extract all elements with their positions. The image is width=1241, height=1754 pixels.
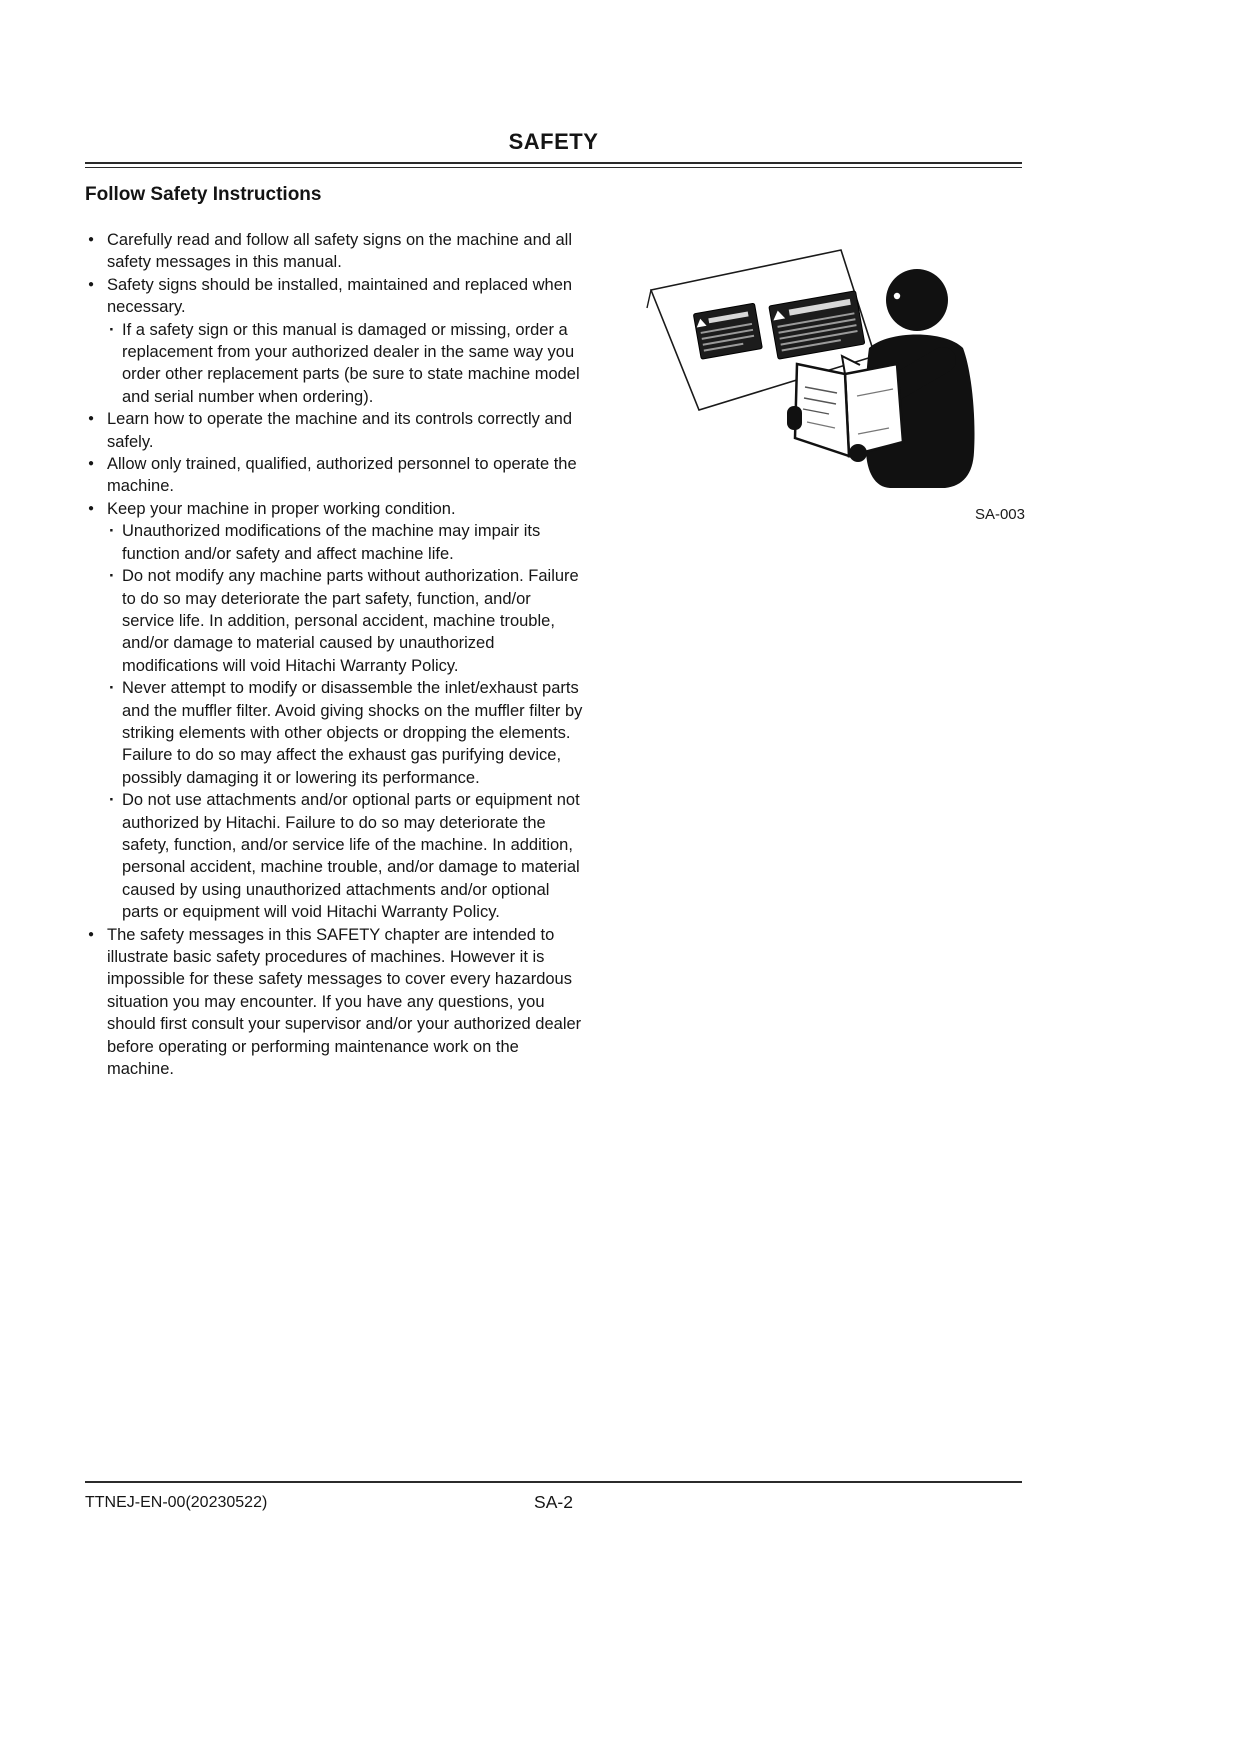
- page-title: SAFETY: [508, 129, 599, 154]
- sub-bullet-icon: ·: [109, 790, 115, 810]
- sub-list-item-text: Never attempt to modify or disassemble the inlet/exhaust parts and the muffler filter. Avoid giving shocks on the muffler filter by striking elements with other objects or dropping the elements. Failure to do so may affect the exhaust gas purifying device, possibly damaging it or lowering its performance.: [122, 679, 583, 787]
- bullet-icon: ●: [88, 278, 95, 290]
- sub-list-item-text: If a safety sign or this manual is damaged or missing, order a replacement from your authorized dealer in the same way you order other replacement parts (be sure to state machine model and serial number when ordering).: [122, 320, 580, 406]
- list-item: [85, 924, 583, 1081]
- list-item-text: Allow only trained, qualified, authorized personnel to operate the machine.: [107, 455, 577, 496]
- reading-manual-illustration: [645, 246, 1025, 502]
- sub-bullet-icon: ·: [109, 678, 115, 698]
- sub-bullet-icon: ·: [109, 566, 115, 586]
- list-item-text: Carefully read and follow all safety signs on the machine and all safety messages in this manual.: [107, 231, 573, 272]
- bullet-icon: ●: [88, 928, 95, 940]
- bullet-icon: ●: [88, 502, 95, 514]
- footer-divider: [85, 1481, 1022, 1483]
- sub-list-item: [107, 677, 583, 789]
- header-divider: [85, 162, 1022, 168]
- sub-bullet-icon: ·: [109, 521, 115, 541]
- bullet-icon: ●: [88, 458, 95, 470]
- sub-bullet-icon: ·: [109, 319, 115, 339]
- sub-list-item: [107, 520, 583, 565]
- sub-list-item-text: Do not modify any machine parts without authorization. Failure to do so may deteriorate the part safety, function, and/or service life. In addition, personal accident, machine trouble, and/or damage to material caused by unauthorized modifications will void Hitachi Warranty Policy.: [122, 567, 579, 675]
- sub-list-item: [107, 789, 583, 923]
- sub-list-item: [107, 565, 583, 677]
- section-heading: Follow Safety Instructions: [85, 184, 322, 205]
- list-item: [85, 408, 583, 453]
- footer-page-number: SA-2: [534, 1492, 573, 1512]
- sub-list-item-text: Do not use attachments and/or optional parts or equipment not authorized by Hitachi. Failure to do so may deteriorate the safety, function, and/or service life of the machine. In addition, personal accident, machine trouble, and/or damage to material caused by using unauthorized attachments and/or optional parts or equipment will void Hitachi Warranty Policy.: [122, 791, 580, 922]
- list-item: [85, 498, 583, 520]
- list-item-text: Keep your machine in proper working condition.: [107, 499, 456, 518]
- list-item: [85, 229, 583, 274]
- list-item-text: Safety signs should be installed, maintained and replaced when necessary.: [107, 275, 573, 317]
- figure-illustration: [645, 246, 1025, 502]
- figure-caption: SA-003: [974, 506, 1025, 523]
- list-item: [85, 274, 583, 319]
- list-item: [85, 453, 583, 498]
- bullet-icon: ●: [88, 413, 95, 425]
- sub-list-item-text: Unauthorized modifications of the machine may impair its function and/or safety and affect machine life.: [122, 522, 541, 563]
- bullet-icon: ●: [88, 234, 95, 245]
- sub-list-item: [107, 319, 583, 409]
- main-text-column: [85, 229, 583, 1080]
- list-item-text: Learn how to operate the machine and its controls correctly and safely.: [107, 410, 573, 451]
- list-item-text: The safety messages in this SAFETY chapter are intended to illustrate basic safety procedures of machines. However it is impossible for these safety messages to cover every hazardous situation you may encounter. If you have any questions, you should first consult your supervisor and/or your authorized dealer before operating or performing maintenance work on the machine.: [107, 925, 582, 1079]
- open-manual-book: [787, 356, 903, 462]
- footer-doc-code: TTNEJ-EN-00(20230522): [85, 1494, 268, 1511]
